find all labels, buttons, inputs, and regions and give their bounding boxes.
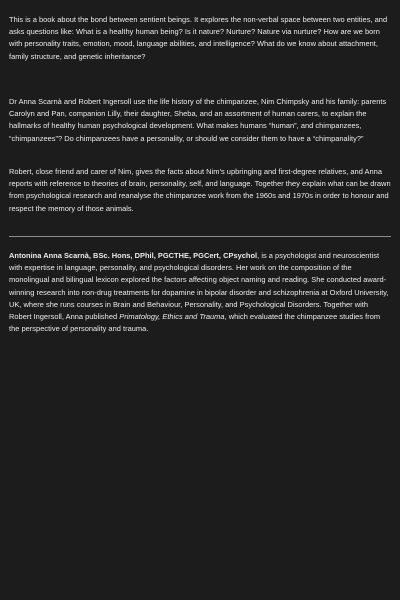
blurb-paragraph-2: Dr Anna Scarnà and Robert Ingersoll use the life history of the chimpanzee, Nim Chimpsky and his family: parents Carolyn and Pan, companion Lilly, their daughter, Sheba, and an assortment of human carers, to explain the hallmarks of healthy human psychological development. What makes humans “human”, and chimpanzees, “chimpanzees”? Do chimpanzees have a personality, or should we consider them to have a “chimpanality?”: [9, 97, 387, 143]
bio-paragraph-scarna: [9, 250, 391, 335]
book-title: Primatology, Ethics and Trauma: [119, 312, 225, 322]
bio-text-scarna-2: , which evaluated the chimpanzee studies from the perspective of personality and trauma.: [9, 312, 381, 334]
blurb-section-2: [9, 96, 391, 145]
author-bio-scarna: [9, 250, 391, 335]
blurb-section-3: [9, 166, 391, 215]
author-name-scarna: Antonina Anna Scarnà, BSc. Hons, DPhil, PGCTHE, PGCert, CPsychol: [9, 251, 258, 260]
blurb-paragraph-1: This is a book about the bond between sentient beings. It explores the non-verbal space between two entities, and asks questions like: What is a healthy human being? Is it nature? Nurture? Nature via nurture? How are we born with personality traits, emotion, mood, language abilities, and intelligence? What do we know about attachment, family structure, and genetic inheritance?: [9, 15, 388, 61]
blurb-paragraph-3: Robert, close friend and carer of Nim, gives the facts about Nim’s upbringing and first-degree relatives, and Anna reports with reference to theories of brain, personality, self, and language. Together they explain what can be drawn from psychological research and reanalyse the chimpanzee work from the 1960s and 1970s in order to honour and respect the memory of those animals.: [9, 167, 391, 213]
bio-text-scarna-1: , is a psychologist and neuroscientist with expertise in language, personality, and psychological disorders. Her work on the composition of the monolingual and bilingual lexicon explored the factors affecting object naming and reading. She conducted award-winning research into non-drug treatments for dopamine in bipolar disorder and schizophrenia at Oxford University, UK, where she runs courses in Brain and Behaviour, Personality, and Psychological Disorders. Together with Robert Ingersoll, Anna published: [9, 251, 389, 322]
divider-line: [9, 236, 391, 237]
blurb-section: [9, 14, 391, 63]
